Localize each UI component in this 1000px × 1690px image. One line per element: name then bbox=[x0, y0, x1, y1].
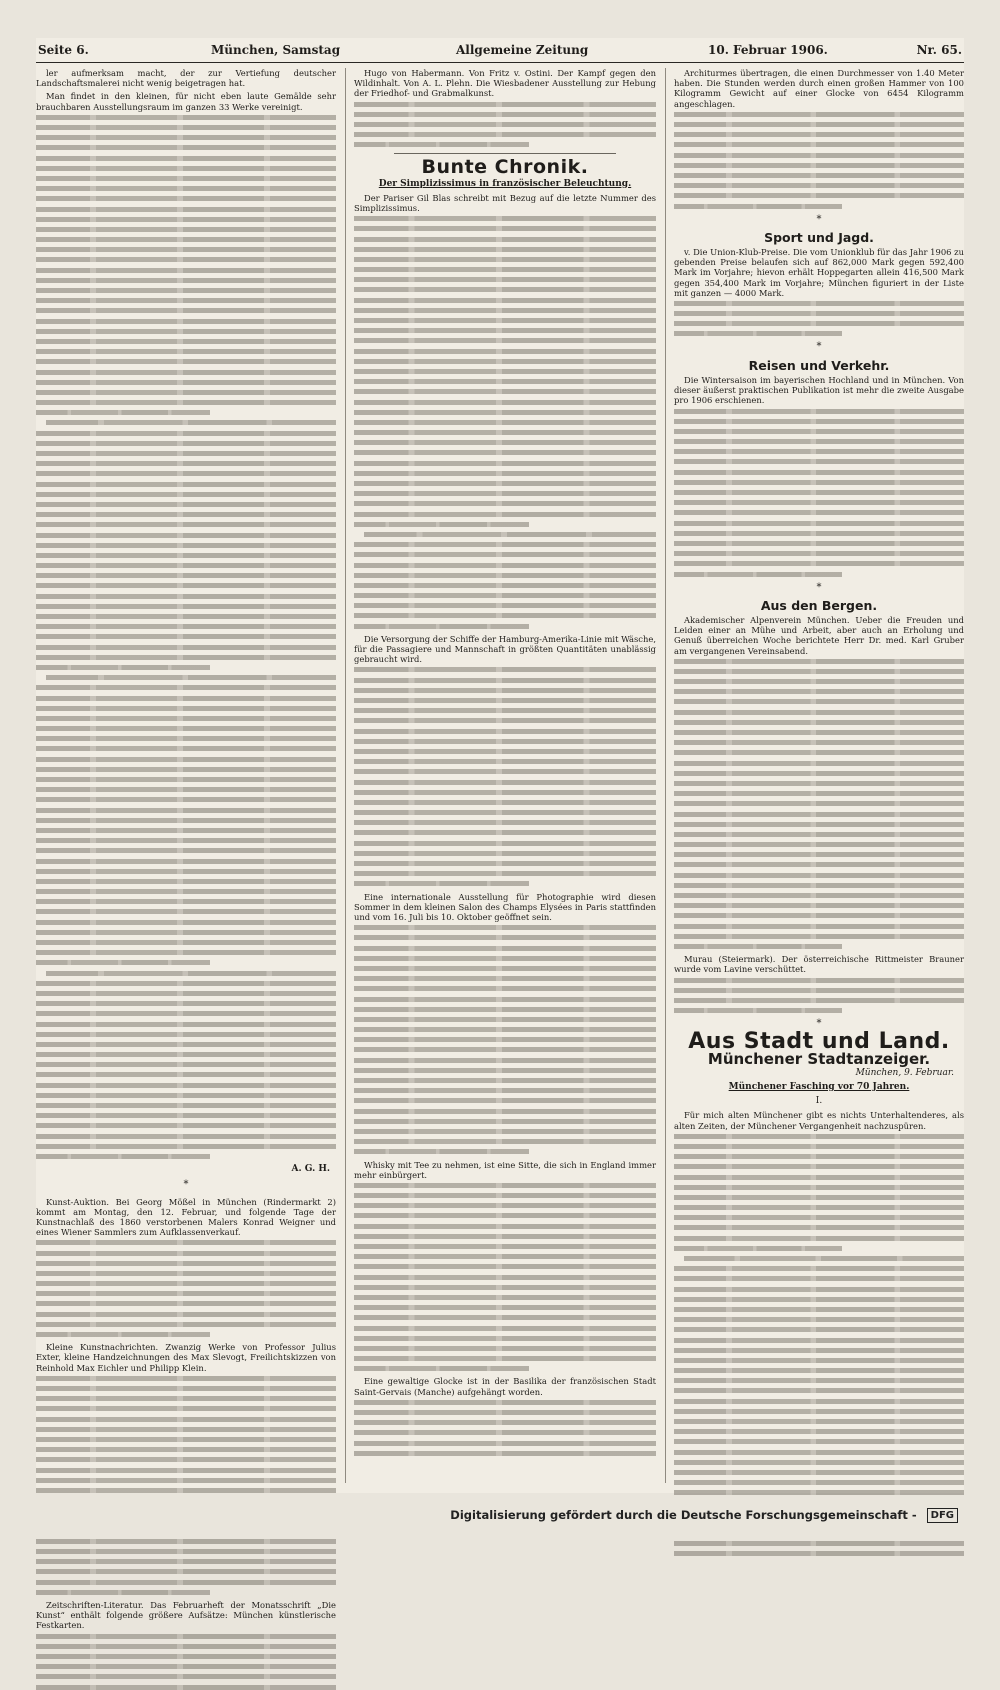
section-rule bbox=[394, 153, 616, 154]
article-body-text bbox=[674, 659, 964, 949]
chronicle-item: Whisky mit Tee zu nehmen, ist eine Sitte, die sich in England immer mehr einbürgert. bbox=[354, 1159, 656, 1180]
section-star: * bbox=[816, 1018, 822, 1030]
article-paragraph: Man findet in den kleinen, für nicht eben laute Gemälde sehr brauchbaren Ausstellungsraum im ganzen 33 Werke vereinigt. bbox=[36, 91, 336, 112]
section-title-mountains: Aus den Bergen. bbox=[760, 597, 878, 613]
section-title-city: Aus Stadt und Land. bbox=[688, 1029, 950, 1055]
section-subtitle-city: Münchener Stadtanzeiger. bbox=[707, 1049, 931, 1068]
page-footer bbox=[0, 1497, 1000, 1537]
article-paragraph: Hugo von Habermann. Von Fritz v. Ostini. Der Kampf gegen den Wildinhalt. Von A. L. Plehn. Die Wiesbadener Ausstellung zur Hebung der Friedhof- und Grabmalkunst. bbox=[354, 68, 656, 99]
column-middle bbox=[354, 68, 656, 1483]
notice-body-text bbox=[36, 1376, 336, 1595]
part-numeral: I. bbox=[815, 1096, 823, 1107]
dateline: München, 9. Februar. bbox=[855, 1067, 954, 1078]
article-paragraph: ler aufmerksam macht, der zur Vertiefung deutscher Landschaftsmalerei nicht wenig beigetragen hat. bbox=[36, 68, 336, 89]
issue-number: Nr. 65. bbox=[916, 43, 962, 57]
travel-paragraph: Die Wintersaison im bayerischen Hochland und in München. Von dieser äußerst praktischen Publikation ist mehr die zweite Ausgabe pro 1906 erschienen. bbox=[674, 374, 964, 406]
sport-paragraph: v. Die Union-Klub-Preise. Die vom Unionklub für das Jahr 1906 zu gebenden Preise belaufen sich auf 862,000 Mark gegen 592,400 Mark im Vorjahre; hievon erhält Hoppegarten allein 416,500 Mark gegen 354,400 Mark im Vorjahre; München figuriert in der Liste mit ganzen — 4000 Mark. bbox=[674, 246, 964, 298]
chronicle-item: Die Versorgung der Schiffe der Hamburg-Amerika-Linie mit Wäsche, für die Passagiere und Mannschaft in größten Quantitäten unablässig gebraucht wird. bbox=[354, 633, 656, 665]
article-body-text bbox=[354, 102, 656, 148]
article-subtitle: Münchener Fasching vor 70 Jahren. bbox=[728, 1081, 910, 1092]
section-star: * bbox=[183, 1179, 189, 1191]
article-paragraph: Architurmes übertragen, die einen Durchmesser von 1.40 Meter haben. Die Stunden werden durch einen großen Hammer von 100 Kilogramm Gewicht auf einer Glocke von 6454 Kilogramm angeschlagen. bbox=[674, 68, 964, 109]
section-title-bunte-chronik: Bunte Chronik. bbox=[421, 156, 589, 179]
credit-text: Digitalisierung gefördert durch die Deutsche Forschungsgemeinschaft - bbox=[450, 1508, 917, 1522]
article-body-text bbox=[674, 112, 964, 209]
page-header bbox=[36, 38, 964, 63]
article-body-text bbox=[354, 216, 656, 629]
chronicle-item: Eine gewaltige Glocke ist in der Basilika der französischen Stadt Saint-Gervais (Manche) aufgehängt worden. bbox=[354, 1376, 656, 1397]
fasching-paragraph: Für mich alten Münchener gibt es nichts Unterhaltenderes, als alten Zeiten, der Münchener Vergangenheit nachzuspüren. bbox=[674, 1110, 964, 1131]
column-left bbox=[36, 68, 336, 1631]
column-right bbox=[674, 68, 964, 1483]
section-star: * bbox=[816, 581, 822, 593]
page-number: Seite 6. bbox=[38, 43, 89, 57]
column-divider bbox=[345, 68, 346, 1483]
mountains-paragraph: Akademischer Alpenverein München. Ueber die Freuden und Leiden einer an Mühe und Arbeit, aber auch an Erholung und Genuß überreichen Woche berichtete Herr Dr. med. Karl Gruber am vergangenen Vereinsabend. bbox=[674, 614, 964, 656]
article-lead: Der Pariser Gil Blas schreibt mit Bezug auf die letzte Nummer des Simplizissimus. bbox=[354, 192, 656, 213]
column-divider bbox=[665, 68, 666, 1483]
section-star: * bbox=[816, 341, 822, 353]
article-body-text bbox=[674, 301, 964, 337]
article-body-text bbox=[674, 1134, 964, 1557]
article-body-text bbox=[354, 1400, 656, 1456]
article-body-text bbox=[354, 925, 656, 1154]
notice-paragraph: Zeitschriften-Literatur. Das Februarheft der Monatsschrift „Die Kunst“ enthält folgende größere Aufsätze: München künstlerische Festkarten. bbox=[36, 1599, 336, 1631]
issue-date: 10. Februar 1906. bbox=[708, 43, 828, 57]
article-signature: A. G. H. bbox=[291, 1164, 330, 1175]
article-body-text bbox=[354, 1183, 656, 1371]
section-title-sport: Sport und Jagd. bbox=[764, 229, 874, 245]
section-title-travel: Reisen und Verkehr. bbox=[748, 357, 890, 373]
article-body-text bbox=[354, 667, 656, 886]
murau-paragraph: Murau (Steiermark). Der österreichische Rittmeister Brauner wurde vom Lavine verschüttet. bbox=[674, 954, 964, 975]
section-star: * bbox=[816, 213, 822, 225]
notice-paragraph: Kunst-Auktion. Bei Georg Mößel in München (Rindermarkt 2) kommt am Montag, den 12. Februar, und folgende Tage der Kunstnachlaß des 1860 verstorbenen Malers Konrad Weigner und eines Wiener Sammlers zum Aufklassenverkauf. bbox=[36, 1196, 336, 1238]
article-body-text bbox=[674, 978, 964, 1014]
notice-paragraph: Kleine Kunstnachrichten. Zwanzig Werke von Professor Julius Exter, kleine Handzeichnungen des Max Slevogt, Freilichtskizzen von Reinhold Max Eichler und Philipp Klein. bbox=[36, 1342, 336, 1373]
article-body-text bbox=[36, 115, 336, 1159]
chronicle-item: Eine internationale Ausstellung für Photographie wird diesen Sommer in dem kleinen Salon des Champs Elysées in Paris stattfinden und vom 16. Juli bis 10. Oktober geöffnet sein. bbox=[354, 891, 656, 922]
place-and-day: München, Samstag bbox=[211, 43, 341, 57]
newspaper-name: Allgemeine Zeitung bbox=[456, 43, 589, 57]
article-body-text bbox=[674, 409, 964, 577]
notice-body-text bbox=[36, 1240, 336, 1337]
notice-body-text bbox=[36, 1634, 336, 1690]
article-subtitle: Der Simplizissimus in französischer Beleuchtung. bbox=[378, 178, 632, 189]
digitization-credit bbox=[450, 1508, 958, 1523]
dfg-logo: DFG bbox=[927, 1508, 958, 1523]
